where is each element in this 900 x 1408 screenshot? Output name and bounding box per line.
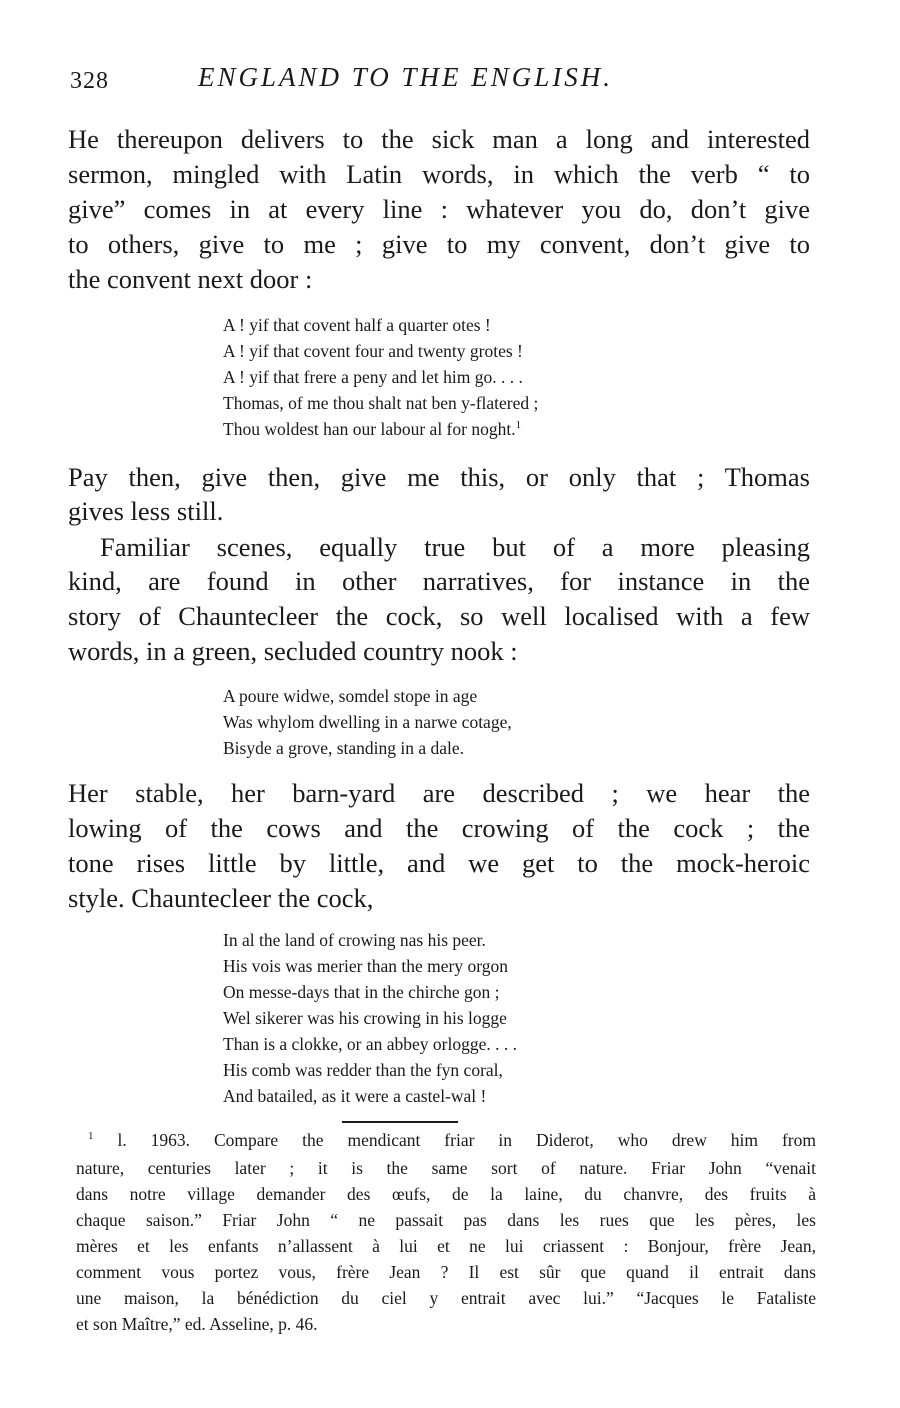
paragraph-line: gives less still. (68, 496, 224, 526)
footnote-line: comment vous portez vous, frère Jean ? Il est sûr que quand il entrait dans (76, 1262, 816, 1282)
paragraph-line: tone rises little by little, and we get to the mock-heroic (68, 848, 810, 878)
verse-line: On messe-days that in the chirche gon ; (223, 982, 500, 1002)
paragraph-line: He thereupon delivers to the sick man a long and interested (68, 124, 810, 154)
verse-line-text: Thou woldest han our labour al for noght. (223, 419, 516, 439)
paragraph-line: words, in a green, secluded country nook : (68, 636, 518, 666)
paragraph-line: give” comes in at every line : whatever you do, don’t give (68, 194, 810, 224)
footnote-line (88, 1127, 816, 1153)
page-number: 328 (70, 68, 109, 94)
paragraph-line: kind, are found in other narratives, for instance in the (68, 566, 810, 596)
footnote-divider (342, 1121, 458, 1123)
footnote-line: chaque saison.” Friar John “ ne passait pas dans les rues que les pères, les (76, 1210, 816, 1230)
verse-line-with-note (223, 416, 538, 442)
verse-line: Thomas, of me thou shalt nat ben y-flatered ; (223, 393, 539, 413)
verse-line: His comb was redder than the fyn coral, (223, 1060, 503, 1080)
footnote-line: nature, centuries later ; it is the same sort of nature. Friar John “venait (76, 1158, 816, 1178)
verse-line: In al the land of crowing nas his peer. (223, 930, 486, 950)
paragraph-line: Pay then, give then, give me this, or only that ; Thomas (68, 462, 810, 492)
paragraph-line: lowing of the cows and the crowing of the cock ; the (68, 813, 810, 843)
paragraph-line: style. Chauntecleer the cock, (68, 883, 374, 913)
verse-quotation (223, 312, 538, 442)
footnote-text: l. 1963. Compare the mendicant friar in Diderot, who drew him from (117, 1130, 816, 1150)
verse-line: Than is a clokke, or an abbey orlogge. . . . (223, 1034, 518, 1054)
paragraph-line: to others, give to me ; give to my convent, don’t give to (68, 229, 810, 259)
running-head (70, 62, 830, 102)
verse-line: Was whylom dwelling in a narwe cotage, (223, 712, 512, 732)
verse-line: A poure widwe, somdel stope in age (223, 686, 478, 706)
verse-line: A ! yif that covent half a quarter otes ! (223, 315, 491, 335)
verse-line: His vois was merier than the mery orgon (223, 956, 508, 976)
verse-line: A ! yif that covent four and twenty grotes ! (223, 341, 523, 361)
footnote-reference[interactable]: 1 (515, 419, 522, 432)
paragraph-line: story of Chauntecleer the cock, so well localised with a few (68, 601, 810, 631)
footnote-line: dans notre village demander des œufs, de la laine, du chanvre, des fruits à (76, 1184, 816, 1204)
footnote-line: une maison, la bénédiction du ciel y entrait avec lui.” “Jacques le Fataliste (76, 1288, 816, 1308)
verse-line: A ! yif that frere a peny and let him go. . . . (223, 367, 523, 387)
paragraph-line: sermon, mingled with Latin words, in which the verb “ to (68, 159, 810, 189)
paragraph-line: the convent next door : (68, 264, 313, 294)
footnote-line: et son Maître,” ed. Asseline, p. 46. (76, 1314, 318, 1334)
paragraph-line: Familiar scenes, equally true but of a more pleasing (100, 532, 810, 562)
verse-quotation (223, 927, 517, 1109)
verse-line: Bisyde a grove, standing in a dale. (223, 738, 465, 758)
verse-line: Wel sikerer was his crowing in his logge (223, 1008, 507, 1028)
paragraph-line: Her stable, her barn-yard are described ; we hear the (68, 778, 810, 808)
footnote-line: mères et les enfants n’allassent à lui et ne lui criassent : Bonjour, frère Jean, (76, 1236, 816, 1256)
verse-line: And batailed, as it were a castel-wal ! (223, 1086, 487, 1106)
running-title: ENGLAND TO THE ENGLISH. (198, 62, 614, 92)
verse-quotation (223, 683, 512, 761)
footnote-mark: 1 (88, 1130, 94, 1143)
